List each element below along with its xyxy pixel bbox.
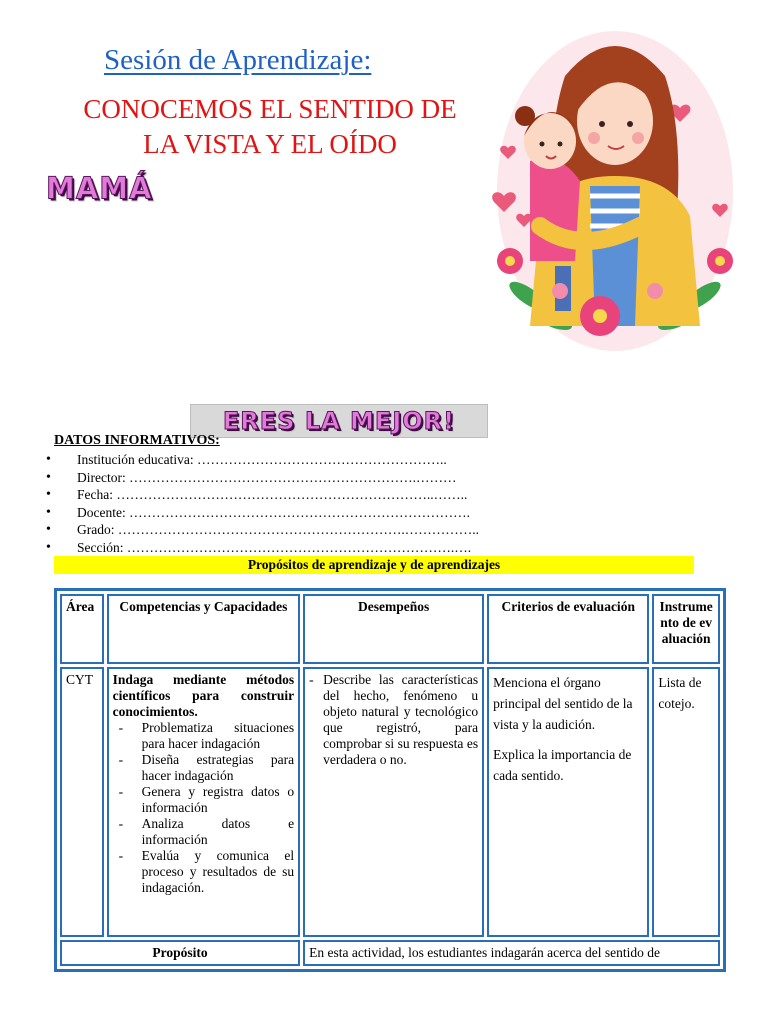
proposito-row bbox=[60, 940, 720, 966]
criterio-item: Explica la importancia de cada sentido. bbox=[493, 747, 632, 783]
proposito-text: En esta actividad, los estudiantes indagarán acerca del sentido de bbox=[303, 940, 720, 966]
datos-informativos-title: DATOS INFORMATIVOS: bbox=[54, 433, 220, 448]
list-item: - Diseña estrategias para hacer indagación bbox=[113, 752, 294, 784]
datos-item-docente: • Docente: …………………………………………………………………. bbox=[46, 504, 479, 522]
wordart-mama: MAMÁ bbox=[46, 170, 153, 206]
datos-item-seccion: • Sección: ……………………………………………………………….…. bbox=[46, 539, 479, 557]
session-title: Sesión de Aprendizaje: bbox=[104, 44, 372, 76]
list-item: - Analiza datos e información bbox=[113, 816, 294, 848]
header-competencias: Competencias y Capacidades bbox=[107, 594, 300, 664]
datos-item-institucion: • Institución educativa: ……………………………………………….. bbox=[46, 451, 479, 469]
capacidades-list bbox=[113, 720, 294, 896]
list-item: - Evalúa y comunica el proceso y resultados de su indagación. bbox=[113, 848, 294, 896]
header-desempenos: Desempeños bbox=[303, 594, 484, 664]
cell-competencias bbox=[107, 667, 300, 937]
table-header-row bbox=[60, 594, 720, 664]
list-item: - Genera y registra datos o información bbox=[113, 784, 294, 816]
header-criterios: Criterios de evaluación bbox=[487, 594, 649, 664]
title-line-1: CONOCEMOS EL SENTIDO DE bbox=[83, 94, 457, 124]
mother-daughter-illustration-icon bbox=[480, 16, 752, 366]
cell-instrumento: Lista de cotejo. bbox=[652, 667, 720, 937]
datos-item-fecha: • Fecha: ……………………………………………………………..…….. bbox=[46, 486, 479, 504]
header-area: Área bbox=[60, 594, 104, 664]
competencia-title: Indaga mediante métodos científicos para construir conocimientos. bbox=[112, 672, 295, 719]
datos-item-director: • Director: ……………………………………………………….……… bbox=[46, 469, 479, 487]
list-item: - Problematiza situaciones para hacer indagación bbox=[113, 720, 294, 752]
title-line-2: LA VISTA Y EL OÍDO bbox=[143, 129, 397, 159]
datos-informativos-list bbox=[46, 451, 479, 557]
table-row bbox=[60, 667, 720, 937]
header-instrumento: Instrumento de evaluación bbox=[652, 594, 720, 664]
criterio-item: Menciona el órgano principal del sentido de la vista y la audición. bbox=[493, 675, 633, 732]
purpose-heading-bar: Propósitos de aprendizaje y de aprendizajes bbox=[54, 556, 694, 574]
proposito-label: Propósito bbox=[60, 940, 300, 966]
cell-criterios bbox=[487, 667, 649, 937]
datos-item-grado: • Grado: ……………………………………………………….…………….. bbox=[46, 521, 479, 539]
cell-area: CYT bbox=[60, 667, 104, 937]
cell-desempenos bbox=[303, 667, 484, 937]
wordart-eres-la-mejor: ERES LA MEJOR! bbox=[190, 404, 488, 438]
learning-purposes-table bbox=[54, 588, 726, 972]
page-title bbox=[50, 92, 490, 162]
desempeno-text: - Describe las características del hecho, fenómeno u objeto natural y tecnológico que registró, para comprobar si su respuesta es verdadera o no. bbox=[309, 672, 478, 768]
